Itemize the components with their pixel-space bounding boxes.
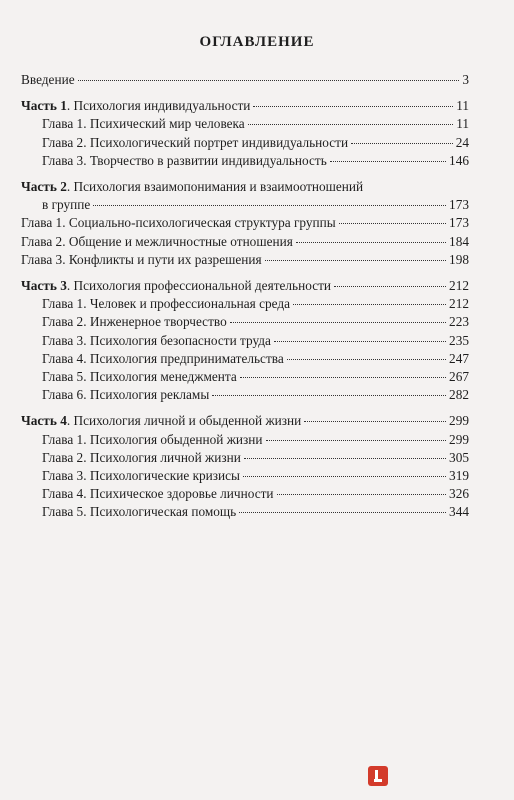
dot-leader	[287, 359, 446, 360]
part-number: Часть 3	[21, 278, 67, 294]
toc-chapter	[21, 386, 469, 404]
dot-leader	[93, 205, 446, 206]
dot-leader	[339, 223, 446, 224]
toc-entry-label: Глава 3. Конфликты и пути их разрешения	[21, 251, 262, 267]
part-title: . Психология профессиональной деятельности	[66, 278, 332, 294]
dot-leader	[265, 260, 446, 261]
dot-leader	[243, 476, 446, 477]
toc-chapter	[21, 152, 469, 170]
toc-entry-page: 282	[449, 387, 469, 403]
toc-entry-label: Глава 1. Человек и профессиональная среда	[42, 296, 291, 312]
toc-entry-intro	[21, 71, 469, 89]
toc-chapter	[21, 134, 469, 152]
dot-leader	[244, 458, 446, 459]
toc-entry-label: Глава 4. Психическое здоровье личности	[42, 486, 274, 502]
toc-chapter	[21, 503, 469, 521]
toc-entry-label: Глава 2. Психология личной жизни	[42, 449, 241, 465]
toc-entry-label: Глава 6. Психология рекламы	[42, 387, 210, 403]
table-of-contents	[21, 71, 469, 522]
toc-entry-label: Глава 4. Психология предпринимательства	[42, 350, 284, 366]
toc-entry-label	[21, 412, 301, 430]
dot-leader	[277, 494, 447, 495]
dot-leader	[239, 512, 446, 513]
toc-chapter	[21, 214, 469, 232]
toc-chapter	[21, 251, 469, 269]
toc-entry-page: 11	[456, 98, 469, 114]
toc-entry-page: 344	[449, 504, 469, 520]
toc-chapter	[21, 368, 469, 386]
part-number: Часть 4	[21, 413, 67, 429]
part-number: Часть 2	[21, 179, 67, 195]
dot-leader	[253, 106, 453, 107]
toc-entry-label: в группе	[42, 197, 91, 213]
dot-leader	[248, 124, 453, 125]
toc-chapter	[21, 313, 469, 331]
dot-leader	[334, 286, 446, 287]
toc-entry-page: 319	[449, 468, 469, 484]
toc-chapter	[21, 233, 469, 251]
dot-leader	[330, 161, 446, 162]
part-number: Часть 1	[21, 98, 67, 114]
toc-entry-page: 24	[455, 134, 469, 150]
toc-entry-page: 235	[449, 332, 469, 348]
toc-part-4	[21, 412, 469, 430]
toc-entry-label: Введение	[21, 72, 75, 87]
part-title: . Психология взаимопонимания и взаимоотношений	[66, 179, 364, 195]
toc-entry-label: Глава 1. Психология обыденной жизни	[42, 431, 263, 447]
dot-leader	[78, 80, 460, 81]
toc-entry-page: 11	[456, 116, 469, 132]
toc-entry-page: 267	[449, 369, 469, 385]
toc-entry-page: 326	[449, 486, 469, 502]
toc-part-2	[21, 178, 469, 196]
toc-entry-label: Глава 5. Психологическая помощь	[42, 504, 237, 520]
toc-entry-page: 299	[449, 431, 469, 447]
toc-part-2-continuation	[21, 196, 469, 214]
dot-leader	[266, 440, 447, 441]
toc-entry-page: 212	[449, 296, 469, 312]
toc-part-1	[21, 97, 469, 115]
toc-part-3	[21, 277, 469, 295]
toc-entry-page: 198	[449, 251, 469, 267]
dot-leader	[296, 242, 446, 243]
toc-entry-label: Глава 3. Психологические кризисы	[42, 468, 240, 484]
toc-entry-label: Глава 2. Психологический портрет индивидуальности	[42, 134, 349, 150]
dot-leader	[304, 421, 446, 422]
toc-entry-page: 305	[449, 449, 469, 465]
toc-entry-label: Глава 3. Творчество в развитии индивидуальность	[42, 152, 327, 168]
toc-chapter	[21, 485, 469, 503]
dot-leader	[293, 304, 446, 305]
toc-chapter	[21, 350, 469, 368]
dot-leader	[230, 322, 446, 323]
toc-entry-label	[21, 277, 331, 295]
dot-leader	[240, 377, 446, 378]
toc-chapter	[21, 115, 469, 133]
toc-entry-label: Глава 5. Психология менеджмента	[42, 369, 237, 385]
dot-leader	[351, 143, 453, 144]
page-title: ОГЛАВЛЕНИЕ	[199, 34, 315, 50]
dot-leader	[212, 395, 446, 396]
toc-entry-page: 173	[449, 197, 469, 213]
toc-chapter	[21, 332, 469, 350]
toc-entry-label: Глава 2. Инженерное творчество	[42, 314, 227, 330]
toc-entry-page: 184	[449, 233, 469, 249]
toc-chapter	[21, 449, 469, 467]
part-title: . Психология личной и обыденной жизни	[66, 413, 302, 429]
toc-entry-label: Глава 1. Социально-психологическая структура группы	[21, 215, 336, 231]
toc-chapter	[21, 431, 469, 449]
toc-entry-label	[21, 97, 250, 115]
toc-entry-label	[21, 178, 363, 196]
toc-entry-page: 299	[449, 413, 469, 429]
toc-entry-page: 212	[449, 278, 469, 294]
toc-entry-page: 146	[449, 152, 469, 168]
toc-entry-page: 223	[449, 314, 469, 330]
toc-chapter	[21, 295, 469, 313]
labirint-logo-icon	[368, 766, 388, 786]
part-title: . Психология индивидуальности	[66, 98, 251, 114]
toc-entry-label: Глава 3. Психология безопасности труда	[42, 332, 271, 348]
toc-entry-page: 247	[449, 350, 469, 366]
toc-entry-label: Глава 2. Общение и межличностные отношения	[21, 233, 293, 249]
toc-entry-label: Глава 1. Психический мир человека	[42, 116, 245, 132]
toc-entry-page: 173	[449, 215, 469, 231]
dot-leader	[274, 341, 446, 342]
toc-entry-page: 3	[462, 72, 469, 87]
toc-chapter	[21, 467, 469, 485]
